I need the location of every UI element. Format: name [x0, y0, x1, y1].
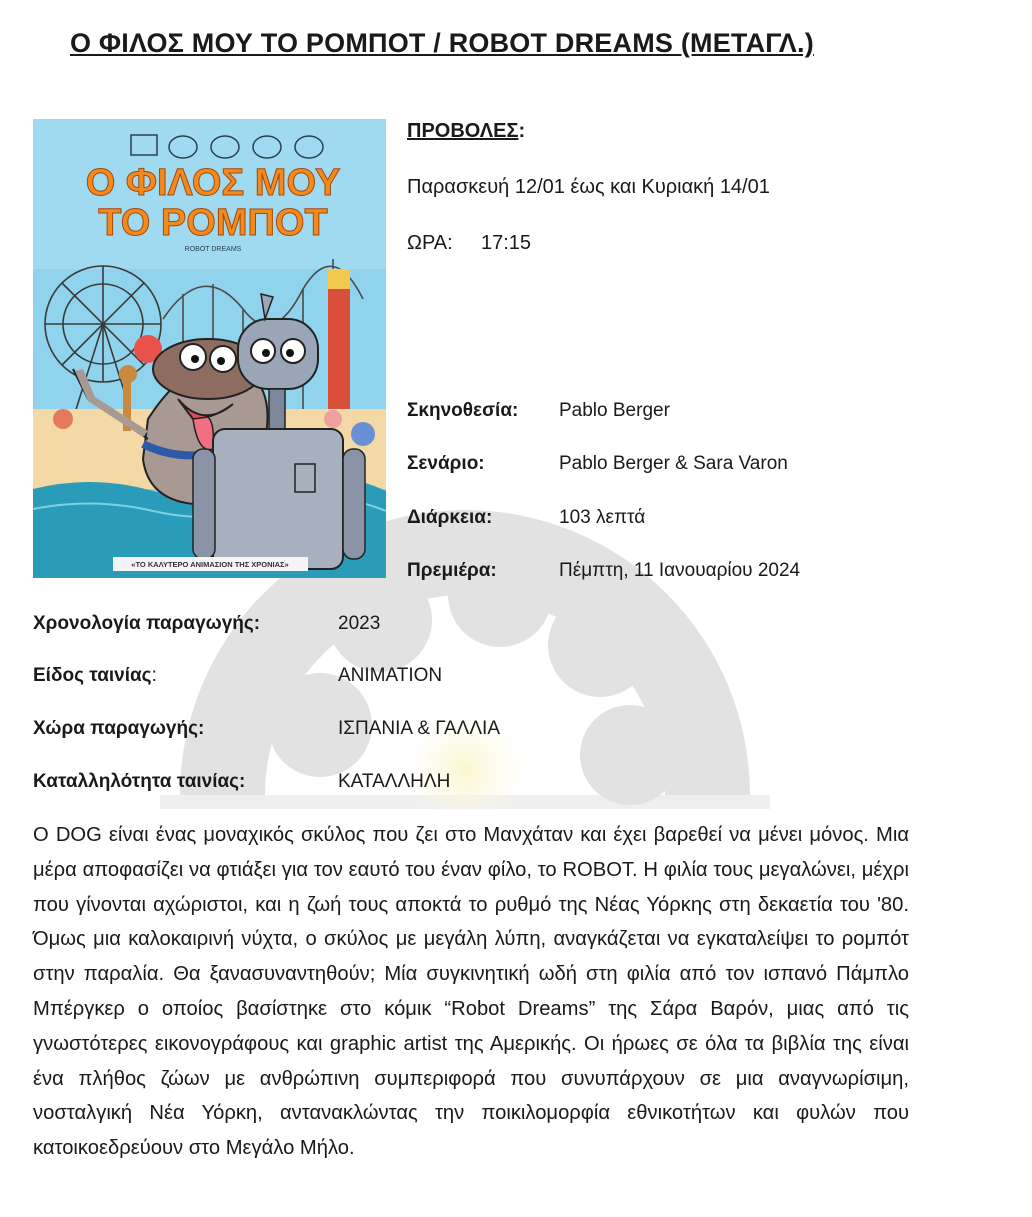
poster-tagline: «ΤΟ ΚΑΛΥΤΕΡΟ ΑΝΙΜΑΣΙΟΝ ΤΗΣ ΧΡΟΝΙΑΣ» [131, 560, 289, 569]
screenings-heading-colon: : [518, 120, 526, 142]
info-label: Καταλληλότητα ταινίας: [33, 771, 246, 792]
credit-value: 103 λεπτά [559, 507, 646, 528]
credit-label: Σενάριο: [407, 453, 485, 474]
poster-title-line1: Ο ΦΙΛΟΣ ΜΟΥ [85, 162, 341, 204]
info-value: ΙΣΠΑΝΙΑ & ΓΑΛΛΙΑ [338, 718, 501, 739]
screenings-time-label: ΩΡΑ: [407, 232, 453, 254]
credit-value: Pablo Berger & Sara Varon [559, 453, 788, 474]
info-value: ΑΝΙΜΑΤΙΟΝ [338, 665, 443, 686]
info-value: ΚΑΤΑΛΛΗΛΗ [338, 771, 451, 792]
screenings-dates: Παρασκευή 12/01 έως και Κυριακή 14/01 [407, 176, 770, 198]
credit-label: Πρεμιέρα: [407, 560, 497, 581]
info-label: Χώρα παραγωγής: [33, 718, 205, 739]
poster-subtitle: ROBOT DREAMS [184, 246, 242, 253]
screenings-time-value: 17:15 [481, 232, 532, 254]
info-label: Είδος ταινίας [33, 665, 152, 686]
credit-label: Σκηνοθεσία: [407, 400, 519, 421]
movie-poster [33, 119, 386, 578]
info-value: 2023 [338, 613, 381, 634]
credit-value: Pablo Berger [559, 400, 670, 421]
poster-title-line2: ΤΟ ΡΟΜΠΟΤ [98, 202, 328, 244]
credit-value: Πέμπτη, 11 Ιανουαρίου 2024 [559, 560, 801, 581]
synopsis-paragraph: Ο DOG είναι ένας μοναχικός σκύλος που ζει στο Μανχάταν και έχει βαρεθεί να μένει μόνος. Μια μέρα αποφασίζει να φτιάξει για τον εαυτό του έναν φίλο, το ROBOT. Η φιλία τους μεγαλώνει, μέχρι που γίνονται αχώριστοι, και η ζωή τους αποκτά το ρυθμό της Νέας Υόρκης στη δεκαετία του '80. Όμως μια καλοκαιρινή νύχτα, ο σκύλος με μεγάλη λύπη, αναγκάζεται να εγκαταλείψει το ρομπότ στην παραλία. Θα ξανασυναντηθούν; Μία συγκινητική ωδή στη φιλία από τον ισπανό Πάμπλο Μπέργκερ ο οποίος βασίστηκε στο κόμικ “Robot Dreams” της Σάρα Βαρόν, μιας από τις γνωστότερες εικονογράφους και graphic artist της Αμερικής. Οι ήρωες σε όλα τα βιβλία της είναι ένα πλήθος ζώων με ανθρώπινη συμπεριφορά που συνυπάρχουν σε μια αναγνωρίσιμη, νοσταλγική Νέα Υόρκη, αντανακλώντας την ποικιλομορφία εθνικοτήτων και φυλών που κατοικοεδρεύουν στο Μεγάλο Μήλο. [33, 824, 909, 1160]
screenings-heading: ΠΡΟΒΟΛΕΣ [407, 120, 519, 142]
info-label-colon: : [151, 665, 157, 686]
page-title: Ο ΦΙΛΟΣ ΜΟΥ ΤΟ ΡΟΜΠΟΤ / ROBOT DREAMS (ΜΕΤΑΓΛ.) [70, 28, 814, 58]
credit-label: Διάρκεια: [407, 507, 493, 528]
info-label: Χρονολογία παραγωγής: [33, 613, 261, 634]
